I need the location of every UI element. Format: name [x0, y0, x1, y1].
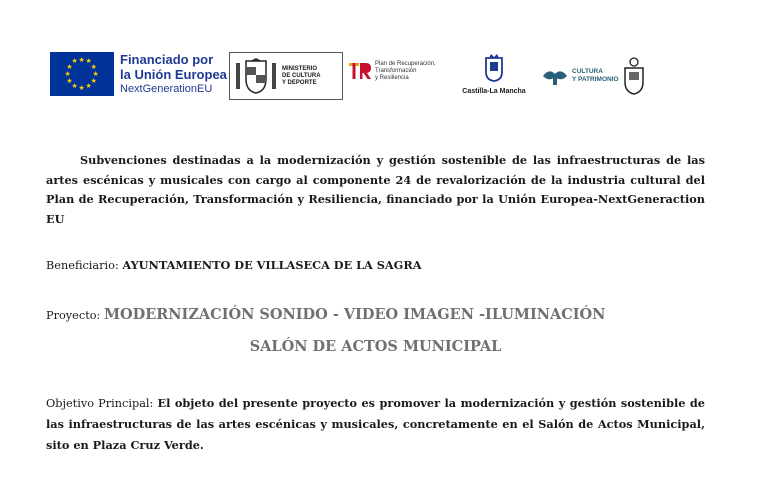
eu-star-icon: ★: [85, 81, 92, 90]
spain-coat-of-arms-icon: [234, 57, 278, 95]
prtr-line1: Plan de Recuperación,: [375, 60, 436, 67]
ministerio-line1: MINISTERIO: [282, 65, 318, 72]
cultura-patrimonio-logo: [542, 56, 647, 96]
eu-star-icon: ★: [64, 69, 71, 78]
eu-star-icon: ★: [71, 81, 78, 90]
proyecto-line: [46, 306, 705, 323]
beneficiario-line: [46, 258, 705, 272]
eu-line3: NextGenerationEU: [120, 83, 213, 95]
castilla-la-mancha-logo: [458, 52, 530, 95]
intro-paragraph: Subvenciones destinadas a la modernización y gestión sostenible de las infraestructuras de las artes escénicas y musicales con cargo al componente 24 de revalorización de la industria cultural del Plan de Recuperación, Transformación y Resiliencia, financiado por la Unión Europea-NextGeneraction EU: [46, 153, 705, 226]
beneficiario-label: Beneficiario:: [46, 259, 123, 272]
eu-flag-icon: [50, 52, 114, 96]
ministerio-line3: Y DEPORTE: [282, 79, 317, 86]
beneficiario-value: AYUNTAMIENTO DE VILLASECA DE LA SAGRA: [122, 258, 422, 272]
eu-star-icon: ★: [78, 83, 85, 92]
prtr-line3: y Resiliencia: [375, 74, 409, 81]
clm-label: Castilla-La Mancha: [462, 88, 526, 95]
eu-star-icon: ★: [90, 76, 97, 85]
eu-logo: [50, 52, 227, 96]
proyecto-title-line2: SALÓN DE ACTOS MUNICIPAL: [249, 338, 502, 355]
logo-bar: [46, 48, 686, 104]
ministerio-line2: DE CULTURA: [282, 72, 321, 79]
eu-star-icon: ★: [85, 57, 92, 66]
proyecto-title-line1: MODERNIZACIÓN SONIDO - VIDEO IMAGEN -ILUMINACIÓN: [103, 306, 606, 323]
eu-star-icon: ★: [92, 69, 99, 78]
eu-star-icon: ★: [71, 57, 78, 66]
cultura-line1: CULTURA: [572, 68, 603, 75]
cultura-icon: [542, 66, 568, 86]
clm-crest-icon: [483, 52, 505, 82]
eu-star-icon: ★: [66, 76, 73, 85]
proyecto-label: Proyecto:: [46, 309, 104, 322]
eu-star-icon: ★: [90, 62, 97, 71]
tr-logo-icon: [348, 60, 372, 82]
objetivo-paragraph: [46, 393, 705, 456]
objetivo-value: El objeto del presente proyecto es promover la modernización y gestión sostenible de las infraestructuras de las artes escénicas y musicales, concretamente en el Salón de Actos Municipal, sito en Plaza Cruz Verde.: [46, 396, 705, 452]
eu-line1: Financiado por: [120, 52, 214, 67]
cultura-line2: Y PATRIMONIO: [572, 76, 619, 83]
villaseca-crest-icon: [621, 56, 647, 96]
objetivo-label: Objetivo Principal:: [46, 397, 158, 410]
eu-star-icon: ★: [66, 62, 73, 71]
prtr-logo: [348, 60, 436, 82]
eu-star-icon: ★: [78, 55, 85, 64]
ministerio-logo: [229, 52, 343, 100]
prtr-line2: Transformación: [375, 67, 417, 74]
eu-line2: la Unión Europea: [120, 67, 227, 82]
